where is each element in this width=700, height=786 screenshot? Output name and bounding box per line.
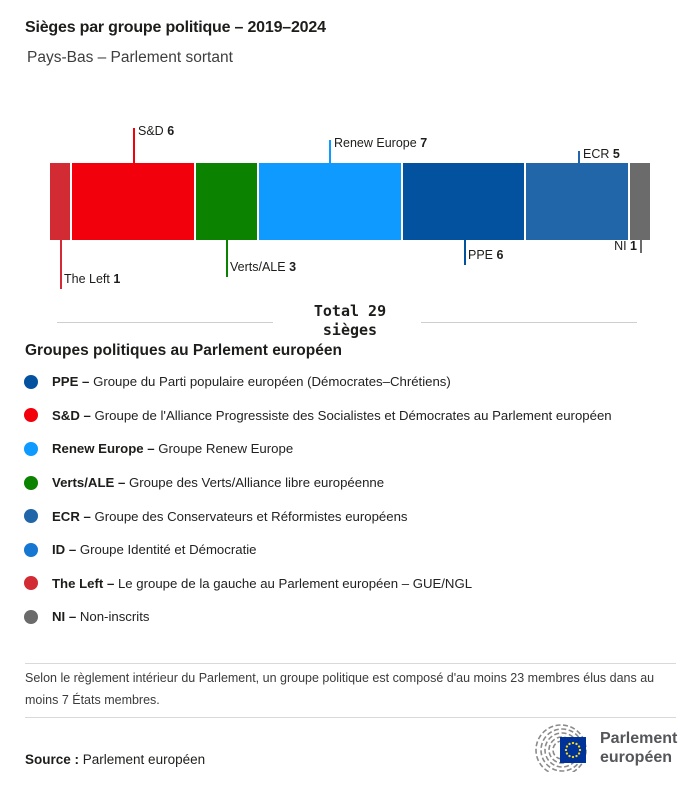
footnote-divider-bottom xyxy=(25,717,676,718)
legend-name: ECR – xyxy=(52,508,95,524)
group-seats: 6 xyxy=(167,124,175,138)
legend-item-ppe xyxy=(0,365,700,399)
legend-name: The Left – xyxy=(52,575,118,591)
callout-tick-verts-ale xyxy=(226,240,228,277)
source-value: Parlement européen xyxy=(82,752,206,767)
legend-swatch-verts-ale xyxy=(24,476,38,490)
bar-segment-the-left xyxy=(50,163,70,240)
page-title: Sièges par groupe politique – 2019–2024 xyxy=(25,19,326,36)
callout-tick-ppe xyxy=(464,240,466,265)
legend-text xyxy=(52,609,149,624)
legend-item-the-left xyxy=(0,567,700,601)
group-name: Verts/ALE xyxy=(230,260,286,274)
bar-segment-ppe xyxy=(403,163,525,240)
legend-swatch-the-left xyxy=(24,576,38,590)
legend-desc: Le groupe de la gauche au Parlement européen – GUE/NGL xyxy=(117,575,473,591)
hemicycle-icon xyxy=(528,724,592,772)
callout-tick-renew-europe xyxy=(329,140,331,163)
callout-label-ni xyxy=(614,239,637,253)
legend-text xyxy=(52,542,257,557)
seats-chart xyxy=(0,105,700,300)
legend-item-ecr xyxy=(0,499,700,533)
legend-text xyxy=(52,475,384,490)
bar-segment-ecr xyxy=(526,163,627,240)
callout-label-the-left xyxy=(64,272,120,286)
callout-label-renew-europe xyxy=(334,136,427,150)
legend-text xyxy=(52,441,293,456)
legend-text xyxy=(52,576,472,591)
callout-label-sd xyxy=(138,124,174,138)
group-name: PPE xyxy=(468,248,494,262)
source-label: Source : xyxy=(25,752,80,767)
group-seats: 6 xyxy=(496,248,504,262)
legend-desc: Groupe des Conservateurs et Réformistes européens xyxy=(94,508,408,524)
legend-list xyxy=(0,365,700,634)
group-name: The Left xyxy=(64,272,110,286)
bar-segment-verts-ale xyxy=(196,163,257,240)
group-seats: 5 xyxy=(612,147,620,161)
callout-tick-ecr xyxy=(578,151,580,163)
callout-label-ppe xyxy=(468,248,503,262)
legend-name: S&D – xyxy=(52,407,95,423)
legend-item-verts-ale xyxy=(0,466,700,500)
eu-flag-icon xyxy=(560,737,586,763)
legend-desc: Groupe Identité et Démocratie xyxy=(79,542,257,558)
legend-name: NI – xyxy=(52,609,80,625)
legend-desc: Non-inscrits xyxy=(79,609,150,625)
legend-desc: Groupe du Parti populaire européen (Démocrates–Chrétiens) xyxy=(93,374,451,390)
group-seats: 1 xyxy=(113,272,121,286)
group-name: NI xyxy=(614,239,627,253)
legend-swatch-s-d xyxy=(24,408,38,422)
page-subtitle: Pays-Bas – Parlement sortant xyxy=(27,49,233,66)
legend-item-id xyxy=(0,533,700,567)
legend-item-s-d xyxy=(0,399,700,433)
legend-text xyxy=(52,509,408,524)
callout-tick-the-left xyxy=(60,240,62,289)
group-seats: 1 xyxy=(630,239,637,253)
legend-heading: Groupes politiques au Parlement européen xyxy=(25,342,342,359)
total-line2: sièges xyxy=(322,321,378,339)
legend-item-ni xyxy=(0,600,700,634)
legend-desc: Groupe Renew Europe xyxy=(158,441,294,457)
legend-text xyxy=(52,374,451,389)
source-line xyxy=(25,752,205,767)
bar-segment-s-d xyxy=(72,163,194,240)
legend-desc: Groupe des Verts/Alliance libre européenne xyxy=(128,475,385,491)
bar-segment-renew-europe xyxy=(259,163,401,240)
callout-tick-ni xyxy=(640,240,642,253)
legend-text xyxy=(52,408,612,423)
logo-line2: européen xyxy=(600,749,673,766)
logo-line1: Parlement xyxy=(600,730,678,747)
footnote-text: Selon le règlement intérieur du Parlement, un groupe politique est composé d'au moins 23 membres élus dans au moins 7 États membres. xyxy=(25,671,655,707)
legend-swatch-ecr xyxy=(24,509,38,523)
callout-tick-sd xyxy=(133,128,135,163)
group-seats: 7 xyxy=(420,136,428,150)
group-name: ECR xyxy=(583,147,610,161)
legend-name: Verts/ALE – xyxy=(52,475,129,491)
legend-desc: Groupe de l'Alliance Progressiste des Socialistes et Démocrates au Parlement européen xyxy=(94,407,612,423)
seats-bar xyxy=(50,163,650,240)
legend-name: Renew Europe – xyxy=(52,441,159,457)
legend-name: ID – xyxy=(52,542,80,558)
legend-swatch-id xyxy=(24,543,38,557)
total-label xyxy=(0,302,700,340)
callout-label-verts-ale xyxy=(230,260,296,274)
legend-swatch-renew-europe xyxy=(24,442,38,456)
legend-name: PPE – xyxy=(52,374,94,390)
total-line1: Total 29 xyxy=(313,302,387,320)
legend-item-renew-europe xyxy=(0,432,700,466)
logo-wordmark xyxy=(600,729,677,767)
legend-swatch-ni xyxy=(24,610,38,624)
bar-segment-ni xyxy=(630,163,650,240)
ep-logo xyxy=(528,724,677,772)
callout-label-ecr xyxy=(583,147,620,161)
footnote-divider-top xyxy=(25,663,676,664)
group-name: Renew Europe xyxy=(334,136,417,150)
legend-swatch-ppe xyxy=(24,375,38,389)
group-name: S&D xyxy=(138,124,164,138)
group-seats: 3 xyxy=(289,260,297,274)
